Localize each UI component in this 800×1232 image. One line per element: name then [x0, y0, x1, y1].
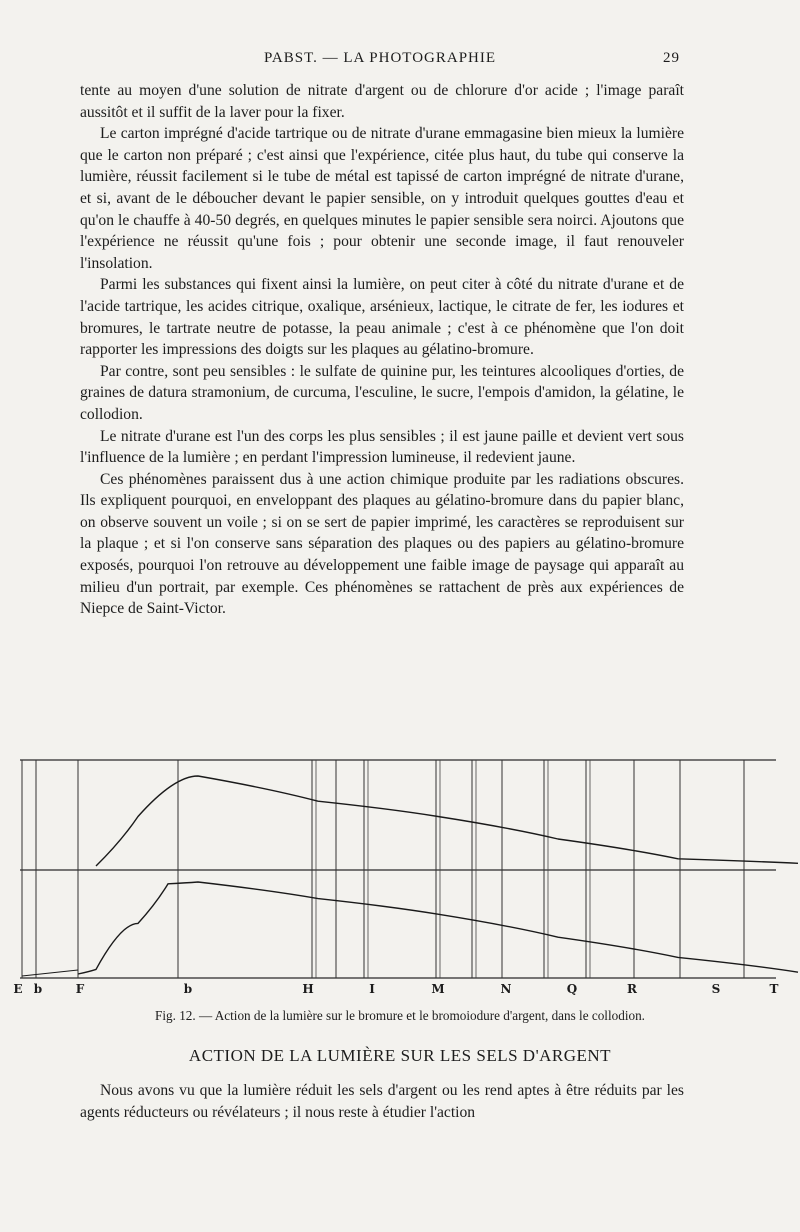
spectral-line-label: b: [33, 982, 43, 996]
paragraph: Le carton imprégné d'acide tartrique ou de nitrate d'urane emmagasine bien mieux la lumière que le carton non préparé ; c'est ainsi que l'expérience, citée plus haut, du tube qui conserve la lumière, réussit facilement si le tube de métal est tapissé de carton imprégné de nitrate d'urane, et si, avant de le déboucher devant le papier sensible, on y introduit quelques gouttes d'eau et qu'on le chauffe à 40-50 degrés, en quelques minutes le papier sensible sera noirci. Ajoutons que l'expérience ne réussit qu'une fois ; pour obtenir une seconde image, il faut renouveler l'insolation.: [80, 125, 684, 272]
spectral-line-label: F: [75, 982, 85, 996]
spectral-line-label: N: [500, 982, 512, 996]
curve-series-1: [96, 776, 798, 866]
paragraph: Parmi les substances qui fixent ainsi la lumière, on peut citer à côté du nitrate d'urane et de l'acide tartrique, les acides citrique, oxalique, arsénieux, lactique, le citrate de fer, les iodures et bromures, le tartrate neutre de potasse, la peau animale ; c'est à ce phénomène que l'on doit rapporter les impressions des doigts sur les plaques au gélatino-bromure.: [80, 276, 684, 359]
paragraph: Nous avons vu que la lumière réduit les sels d'argent ou les rend aptes à être réduits par les agents réducteurs ou révélateurs ; il nous reste à étudier l'action: [80, 1082, 684, 1121]
section-title: ACTION DE LA LUMIÈRE SUR LES SELS D'ARGENT: [188, 1046, 612, 1065]
figure-12: [14, 756, 784, 1026]
spectral-line-label: I: [369, 982, 375, 996]
spectral-line-label: R: [627, 982, 637, 996]
spectral-line-label: S: [711, 982, 721, 996]
spectral-line-label: Q: [566, 982, 578, 996]
page-number: 29: [663, 50, 680, 66]
paragraph: Ces phénomènes paraissent dus à une action chimique produite par les radiations obscures. Ils expliquent pourquoi, en enveloppant des plaques au gélatino-bromure dans du papier blanc, on observe souvent un voile ; si on se sert de papier imprimé, les caractères se reproduisent sur la plaque ; et si l'on conserve sans séparation des plaques ou des papiers au gélatino-bromure exposés, pourquoi l'on retrouve au développement une faible image de paysage qui apparaît au milieu d'un portrait, par exemple. Ces phénomènes se rattachent de près aux expériences de Niepce de Saint-Victor.: [80, 470, 684, 618]
spectrum-chart: [14, 756, 784, 996]
spectral-line-label: H: [302, 982, 314, 996]
body-text: [80, 80, 684, 620]
spectral-line-label: b: [183, 982, 193, 996]
spectral-line-label: E: [13, 982, 23, 996]
page-header: [80, 50, 680, 76]
spectral-line-label: M: [431, 982, 445, 996]
paragraph: Par contre, sont peu sensibles : le sulfate de quinine pur, les teintures alcooliques d'orties, de graines de datura stramonium, de curcuma, l'esculine, le sucre, l'empois d'amidon, la gélatine, le collodion.: [80, 362, 684, 423]
spectral-line-grid: [22, 760, 744, 978]
chart-frame: [20, 760, 776, 978]
curves: [22, 776, 798, 976]
curve-tail: [22, 970, 78, 976]
paragraph: tente au moyen d'une solution de nitrate d'argent ou de chlorure d'or acide ; l'image paraît aussitôt et il suffit de la laver pour la fixer.: [80, 82, 684, 121]
spectral-line-label: T: [769, 982, 779, 996]
figure-caption: Fig. 12. — Action de la lumière sur le bromure et le bromoiodure d'argent, dans le collodion.: [155, 1008, 645, 1023]
curve-series-2: [78, 882, 798, 974]
running-title: PABST. — LA PHOTOGRAPHIE: [263, 50, 497, 66]
section-text: [80, 1080, 684, 1123]
paragraph: Le nitrate d'urane est l'un des corps les plus sensibles ; il est jaune paille et devient vert sous l'influence de la lumière ; en perdant l'impression lumineuse, il redevient jaune.: [80, 427, 684, 467]
